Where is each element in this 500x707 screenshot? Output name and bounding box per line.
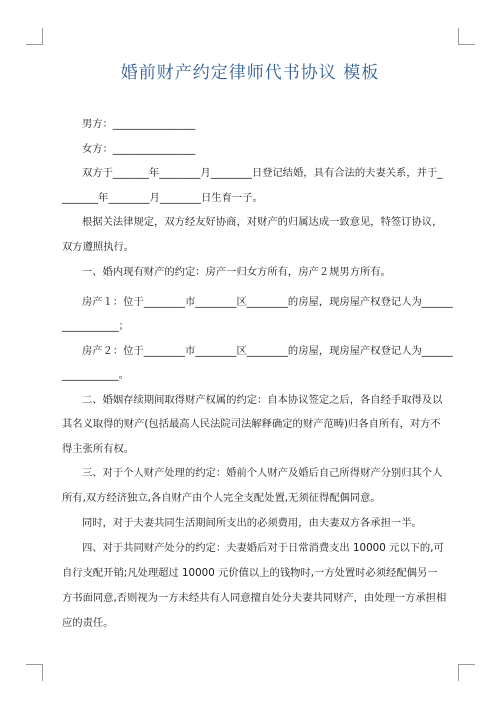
paragraph-line: 根据关法律规定，双方经友好协商，对财产的归属达成一致意见，特签订协议，: [82, 216, 443, 228]
crop-mark-bottom-left: [26, 664, 43, 681]
document-title: 婚前财产约定律师代书协议 模板: [120, 63, 380, 83]
husband-line: 男方：________________: [82, 118, 196, 130]
paragraph-line: 应的责任。: [62, 617, 114, 629]
paragraph-line: 其名义取得的财产(包括最高人民法院司法解释确定的财产范畴)归各自所有，对方不: [62, 418, 441, 430]
crop-mark-top-left: [26, 28, 43, 45]
clause-two-line: 二、婚姻存续期间取得财产权属的约定：自本协议签定之后，各自经手取得及以: [82, 394, 443, 406]
property-one-line: 房产１：位于________市________区________的房屋，现房屋产权登记人为______: [82, 296, 453, 308]
clause-three-line: 三、对于个人财产处理的约定：婚前个人财产及婚后自己所得财产分别归其个人: [82, 467, 443, 479]
paragraph-line: 得主张所有权。: [62, 443, 135, 455]
paragraph-line: 双方于_______年________月________日登记结婚，具有合法的夫妻关系，并于_: [82, 167, 443, 179]
wife-line: 女方：________________: [82, 143, 196, 155]
paragraph-line: 方书面同意,否则视为一方未经共有人同意擅自处分夫妻共同财产，由处理一方承担相: [62, 592, 447, 604]
property-one-continuation: ___________；: [62, 320, 129, 332]
paragraph-line: 所有,双方经济独立,各自财产由个人完全支配处置,无须征得配偶同意。: [62, 492, 381, 504]
property-two-continuation: ___________。: [62, 369, 129, 381]
crop-mark-bottom-right: [458, 664, 475, 681]
paragraph-line: 双方遵照执行。: [62, 241, 135, 253]
property-two-line: 房产２：位于________市________区________的房屋，现房屋产权登记人为______: [82, 345, 453, 357]
paragraph-line: 自行支配开销;凡处理超过 10000 元价值以上的钱物时,一方处置时必须经配偶另一: [62, 567, 438, 579]
clause-four-line: 四、对于共同财产处分的约定：夫妻婚后对于日常消费支出 10000 元以下的,可: [82, 542, 444, 554]
paragraph-line: _______年________月________日生育一子。: [62, 192, 263, 204]
crop-mark-top-right: [458, 28, 475, 45]
paragraph-line: 同时，对于夫妻共同生活期间所支出的必须费用，由夫妻双方各承担一半。: [82, 517, 422, 529]
clause-one-line: 一、婚内现有财产的约定：房产一归女方所有，房产２规男方所有。: [82, 266, 391, 278]
